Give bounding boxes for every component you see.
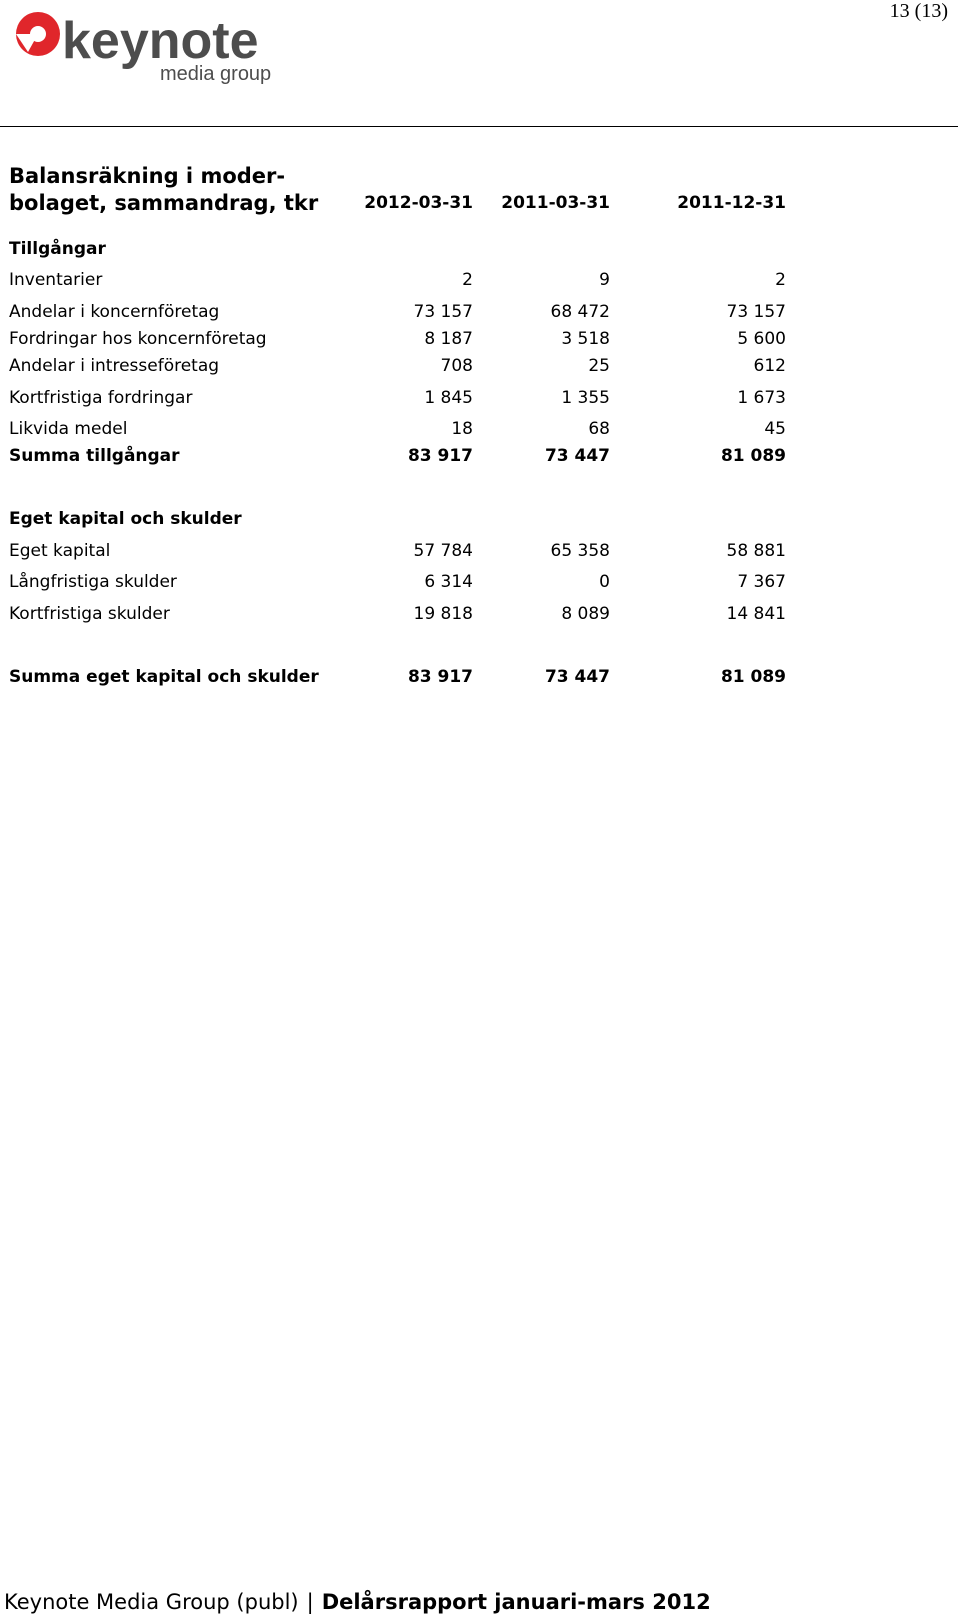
row-label: Summa tillgångar [9, 446, 180, 466]
row-label: Likvida medel [9, 419, 128, 439]
column-header-2011-12-31: 2011-12-31 [677, 193, 786, 213]
cell-value: 83 917 [407, 446, 473, 466]
cell-value: 3 518 [561, 329, 610, 349]
cell-value: 9 [599, 270, 610, 290]
table-row [0, 356, 960, 378]
table-row [0, 419, 960, 441]
footer-report-title: Delårsrapport januari-mars 2012 [321, 1590, 711, 1614]
row-label: Tillgångar [9, 239, 106, 259]
row-label: Kortfristiga fordringar [9, 388, 193, 408]
logo-wordmark: keynote [62, 12, 259, 70]
row-label: Fordringar hos koncernföretag [9, 329, 267, 349]
column-header-2012-03-31: 2012-03-31 [364, 193, 473, 213]
section-heading-assets [0, 239, 960, 261]
cell-value: 1 845 [424, 388, 473, 408]
cell-value: 73 157 [726, 302, 786, 322]
header-divider [0, 126, 958, 127]
cell-value: 73 447 [544, 667, 610, 687]
table-row-total-assets [0, 446, 960, 468]
page-footer [4, 1590, 711, 1614]
table-title-line1: Balansräkning i moder- [9, 164, 286, 188]
row-label: Långfristiga skulder [9, 572, 177, 592]
cell-value: 83 917 [407, 667, 473, 687]
table-row [0, 572, 960, 594]
cell-value: 73 157 [413, 302, 473, 322]
table-title-line2: bolaget, sammandrag, tkr [9, 191, 319, 215]
row-label: Inventarier [9, 270, 103, 290]
table-row [0, 604, 960, 626]
keynote-logo-svg [14, 8, 276, 88]
row-label: Summa eget kapital och skulder [9, 667, 319, 687]
section-heading-equity-liabilities [0, 509, 960, 531]
cell-value: 7 367 [737, 572, 786, 592]
cell-value: 68 [588, 419, 610, 439]
cell-value: 612 [753, 356, 786, 376]
row-label: Eget kapital och skulder [9, 509, 242, 529]
table-row [0, 329, 960, 351]
table-row [0, 270, 960, 292]
cell-value: 6 314 [424, 572, 473, 592]
cell-value: 2 [462, 270, 473, 290]
table-row [0, 302, 960, 324]
cell-value: 2 [775, 270, 786, 290]
table-row-total-equity-liabilities [0, 667, 960, 689]
cell-value: 1 355 [561, 388, 610, 408]
cell-value: 14 841 [726, 604, 786, 624]
cell-value: 25 [588, 356, 610, 376]
row-label: Andelar i koncernföretag [9, 302, 220, 322]
row-label: Eget kapital [9, 541, 111, 561]
table-row [0, 541, 960, 563]
cell-value: 68 472 [550, 302, 610, 322]
cell-value: 8 187 [424, 329, 473, 349]
logo-subtext: media group [160, 63, 272, 85]
cell-value: 708 [440, 356, 473, 376]
cell-value: 58 881 [726, 541, 786, 561]
footer-separator: | [306, 1590, 314, 1614]
cell-value: 5 600 [737, 329, 786, 349]
cell-value: 73 447 [544, 446, 610, 466]
footer-company: Keynote Media Group (publ) [4, 1590, 299, 1614]
page-number: 13 (13) [889, 0, 948, 22]
cell-value: 65 358 [550, 541, 610, 561]
cell-value: 45 [764, 419, 786, 439]
row-label: Kortfristiga skulder [9, 604, 170, 624]
cell-value: 57 784 [413, 541, 473, 561]
table-row [0, 388, 960, 410]
cell-value: 19 818 [413, 604, 473, 624]
cell-value: 1 673 [737, 388, 786, 408]
table-title [9, 163, 339, 217]
cell-value: 81 089 [720, 667, 786, 687]
cell-value: 81 089 [720, 446, 786, 466]
cell-value: 0 [599, 572, 610, 592]
cell-value: 18 [451, 419, 473, 439]
cell-value: 8 089 [561, 604, 610, 624]
row-label: Andelar i intresseföretag [9, 356, 220, 376]
column-header-2011-03-31: 2011-03-31 [501, 193, 610, 213]
keynote-logo [14, 8, 276, 88]
